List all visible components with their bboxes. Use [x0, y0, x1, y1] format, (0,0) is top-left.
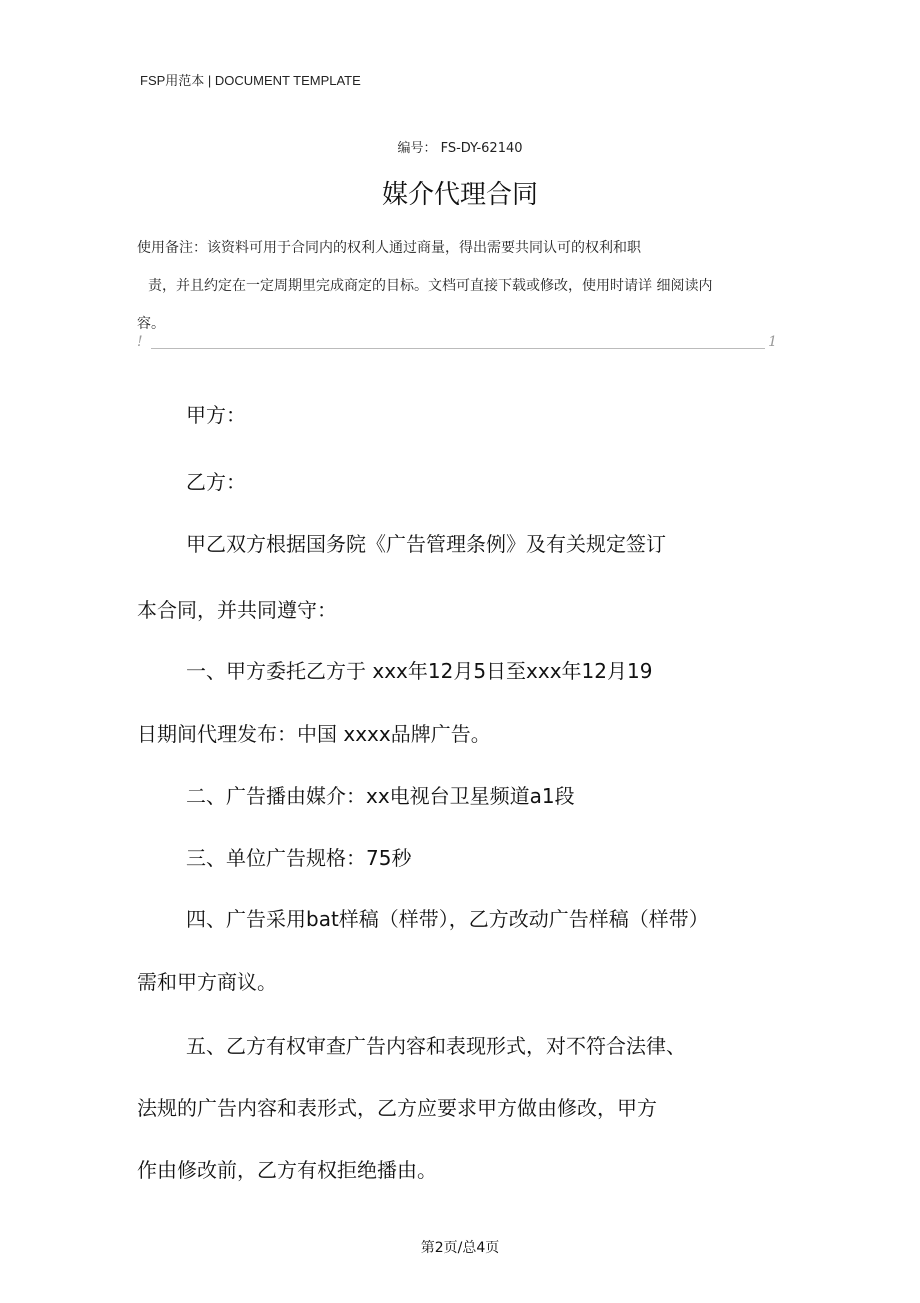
party-b-label: 乙方：: [186, 470, 246, 494]
party-a-label: 甲方：: [186, 403, 246, 427]
clause-5-line-2: 法规的广告内容和表形式，乙方应要求甲方做由修改，甲方: [137, 1096, 657, 1120]
document-number: 编号： FS-DY-62140: [397, 141, 523, 156]
clause-5-line-3: 作由修改前，乙方有权拒绝播由。: [137, 1158, 437, 1182]
divider-left-mark: !: [137, 334, 143, 350]
clause-5-line-1: 五、乙方有权审查广告内容和表现形式，对不符合法律、: [186, 1034, 686, 1058]
intro-paragraph-line-2: 本合同，并共同遵守：: [137, 598, 337, 622]
divider-right-mark: 1: [768, 334, 777, 350]
page-number: 第2页/总4页: [420, 1240, 500, 1256]
clause-1-line-1: 一、甲方委托乙方于 xxx年12月5日至xxx年12月19: [186, 659, 653, 683]
clause-4-line-2: 需和甲方商议。: [137, 970, 277, 994]
clause-1-line-2: 日期间代理发布：中国 xxxx品牌广告。: [137, 722, 491, 746]
document-title: 媒介代理合同: [381, 180, 538, 210]
clause-3: 三、单位广告规格：75秒: [186, 846, 412, 870]
clause-2: 二、广告播由媒介：xx电视台卫星频道a1段: [186, 784, 575, 808]
usage-note-line-3: 容。: [137, 316, 165, 332]
document-template-header: FSP用范本 | DOCUMENT TEMPLATE: [140, 73, 361, 88]
usage-note-line-1: 使用备注：该资料可用于合同内的权利人通过商量，得出需要共同认可的权利和职: [137, 240, 641, 256]
intro-paragraph-line-1: 甲乙双方根据国务院《广告管理条例》及有关规定签订: [186, 532, 666, 556]
clause-4-line-1: 四、广告采用bat样稿（样带），乙方改动广告样稿（样带）: [186, 907, 709, 931]
divider-line: [151, 348, 765, 349]
note-divider: [137, 334, 777, 354]
usage-note-line-2: 责，并且约定在一定周期里完成商定的目标。文档可直接下载或修改，使用时请详 细阅读内: [148, 278, 713, 294]
